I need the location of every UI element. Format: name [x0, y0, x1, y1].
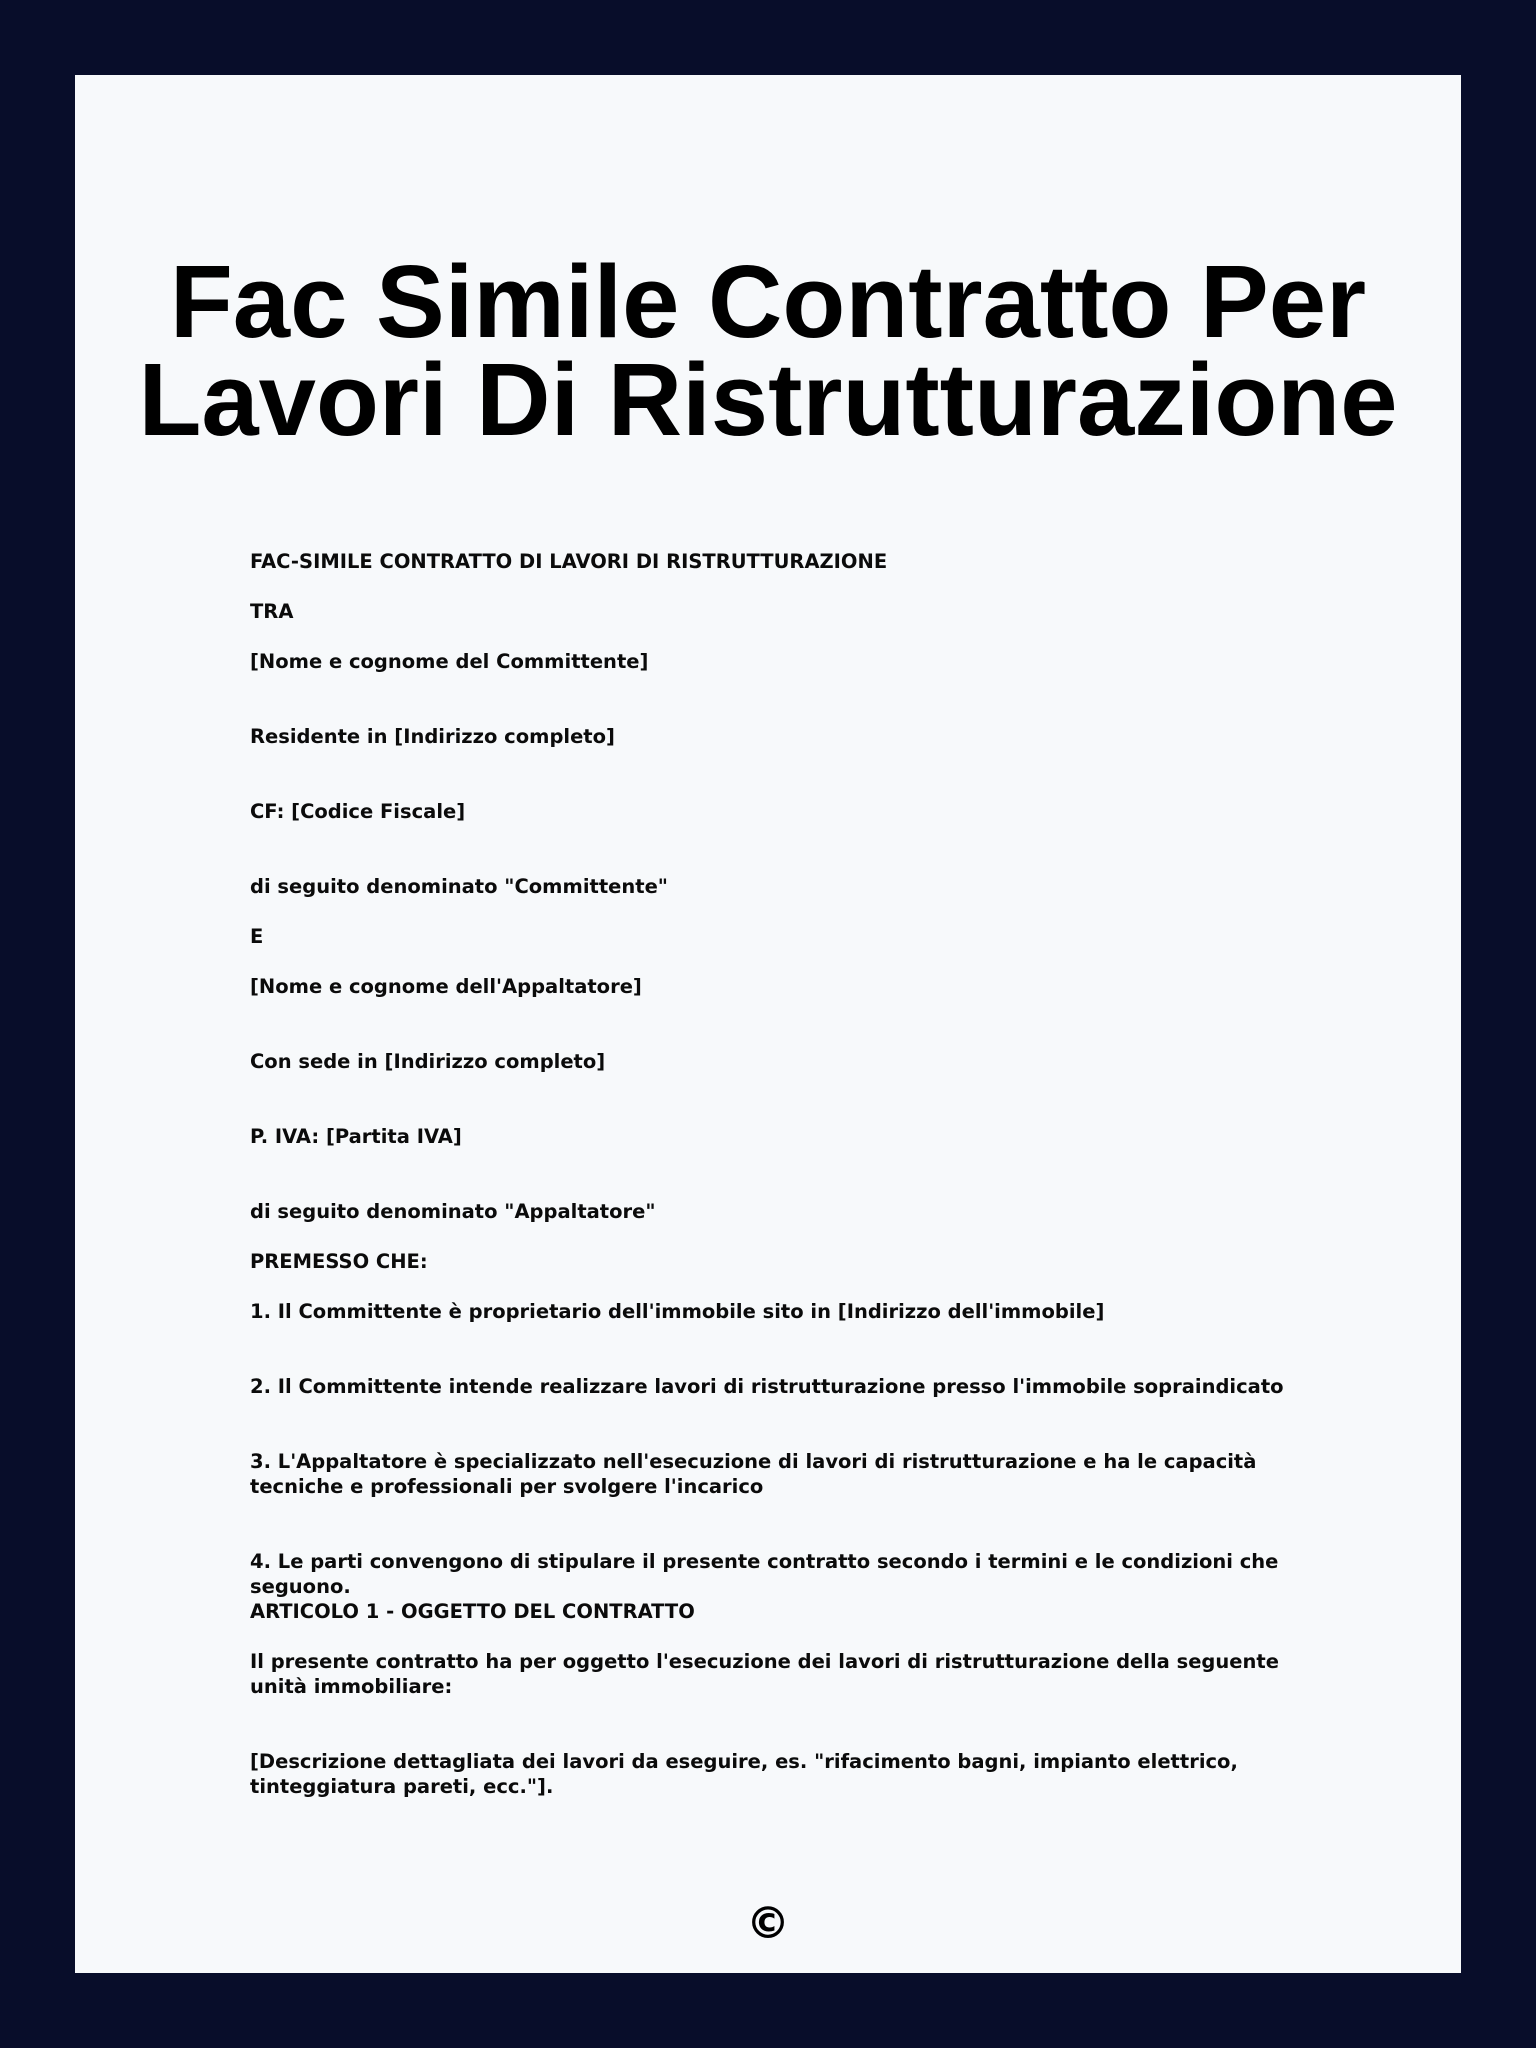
document-title — [75, 244, 1461, 457]
works-description: [Descrizione dettagliata dei lavori da eseguire, es. "rifacimento bagni, impianto elettrico, tinteggiatura pareti, ecc."]. — [250, 1750, 1238, 1798]
premise-2: 2. Il Committente intende realizzare lavori di ristrutturazione presso l'immobile sopraindicato — [250, 1375, 1284, 1398]
document-page — [75, 75, 1461, 1973]
premise-1: 1. Il Committente è proprietario dell'immobile sito in [Indirizzo dell'immobile] — [250, 1300, 1105, 1323]
appaltatore-address: Con sede in [Indirizzo completo] — [250, 1050, 606, 1073]
premises-heading: PREMESSO CHE: — [250, 1250, 428, 1273]
contract-heading: FAC-SIMILE CONTRATTO DI LAVORI DI RISTRUTTURAZIONE — [250, 550, 888, 573]
premise-3: 3. L'Appaltatore è specializzato nell'esecuzione di lavori di ristrutturazione e ha le capacità tecniche e professionali per svolgere l'incarico — [250, 1450, 1257, 1498]
title-line-2: Lavori Di Ristrutturazione — [138, 342, 1398, 457]
article-1-heading: ARTICOLO 1 - OGGETTO DEL CONTRATTO — [250, 1600, 695, 1623]
committente-name: [Nome e cognome del Committente] — [250, 650, 649, 673]
premise-4: 4. Le parti convengono di stipulare il presente contratto secondo i termini e le condizioni che seguono. — [250, 1550, 1279, 1598]
appaltatore-piva: P. IVA: [Partita IVA] — [250, 1125, 462, 1148]
party-separator-tra: TRA — [250, 600, 294, 623]
committente-cf: CF: [Codice Fiscale] — [250, 800, 466, 823]
appaltatore-denomination: di seguito denominato "Appaltatore" — [250, 1200, 656, 1223]
committente-address: Residente in [Indirizzo completo] — [250, 725, 615, 748]
party-separator-e: E — [250, 925, 264, 948]
article-1-text: Il presente contratto ha per oggetto l'esecuzione dei lavori di ristrutturazione della seguente unità immobiliare: — [250, 1650, 1279, 1698]
title-line-1: Fac Simile Contratto Per — [169, 244, 1367, 359]
copyright-icon: © — [746, 1898, 790, 1949]
appaltatore-name: [Nome e cognome dell'Appaltatore] — [250, 975, 642, 998]
committente-denomination: di seguito denominato "Committente" — [250, 875, 668, 898]
